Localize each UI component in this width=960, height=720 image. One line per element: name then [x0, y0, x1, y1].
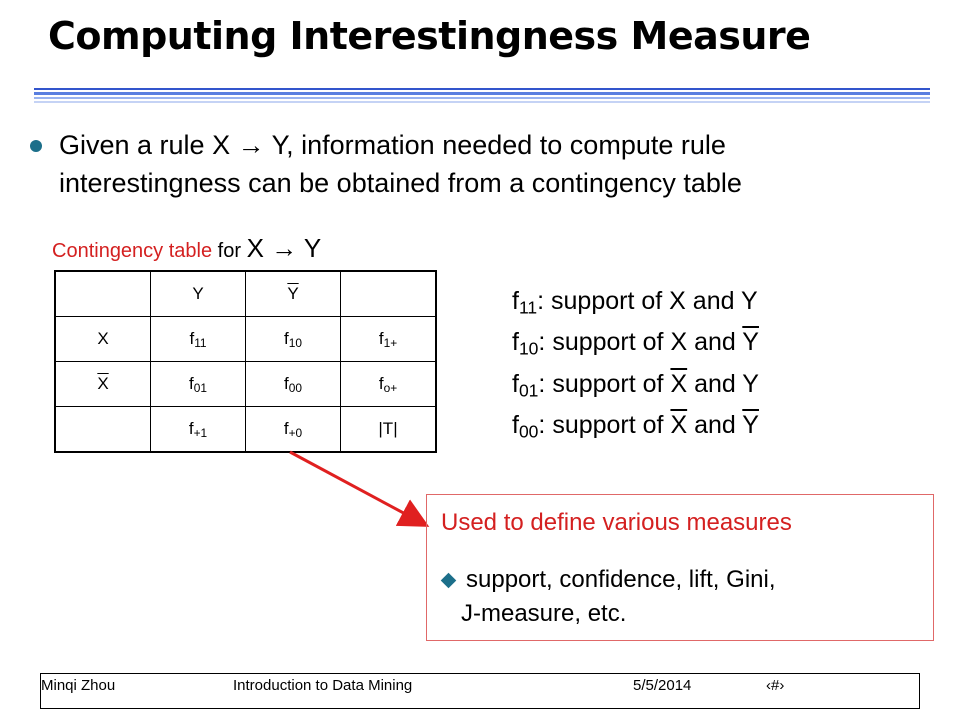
callout-line-1: support, confidence, lift, Gini, [466, 566, 776, 593]
footer-course: Introduction to Data Mining [233, 677, 413, 694]
measures-callout-box [426, 494, 934, 641]
cell-f10: $f_{10}$ [246, 317, 341, 362]
footer-author: Minqi Zhou [41, 677, 116, 694]
row-label-not-x: $\overline{X}$ [55, 362, 151, 407]
caption-rule: X → Y [246, 233, 322, 263]
definition-f11: $f_{11}$: support of X and Y [512, 287, 758, 318]
bullet-line-2: interestingness can be obtained from a contingency table [59, 168, 742, 198]
callout-heading: Used to define various measures [441, 509, 792, 536]
cell-f11: $f_{11}$ [151, 317, 246, 362]
caption-red: Contingency table [52, 240, 213, 262]
cell-fplus0: $f_{+0}$ [246, 407, 341, 453]
definition-f10: $f_{10}$: support of X and $\overline{Y}$ [512, 328, 759, 359]
footer-date: 5/5/2014 [633, 677, 692, 694]
cell-f1plus: $f_{1+}$ [341, 317, 437, 362]
definition-f01: $f_{01}$: support of $\overline{X}$ and Y [512, 369, 759, 401]
cell-f01: $f_{01}$ [151, 362, 246, 407]
slide-footer [40, 673, 920, 709]
callout-item [435, 563, 776, 631]
callout-line-2: J-measure, etc. [461, 600, 627, 627]
diamond-bullet-icon [441, 573, 457, 589]
header-not-y: $\overline{Y}$ [246, 271, 341, 317]
cell-f00: $f_{00}$ [246, 362, 341, 407]
row-label-x: X [55, 317, 151, 362]
header-y: Y [151, 271, 246, 317]
footer-page-number: ‹#› [766, 677, 785, 694]
cell-fplus1: $f_{+1}$ [151, 407, 246, 453]
caption-for: for [217, 240, 242, 262]
definition-f00: $f_{00}$: support of $\overline{X}$ and $\overline{Y}$ [512, 411, 759, 442]
cell-f0plus: $f_{o+}$ [341, 362, 437, 407]
bullet-line-1: Given a rule X → Y, information needed to compute rule [59, 130, 726, 160]
cell-total-t: |T| [341, 407, 437, 453]
slide-title: Computing Interestingness Measure [48, 14, 811, 58]
